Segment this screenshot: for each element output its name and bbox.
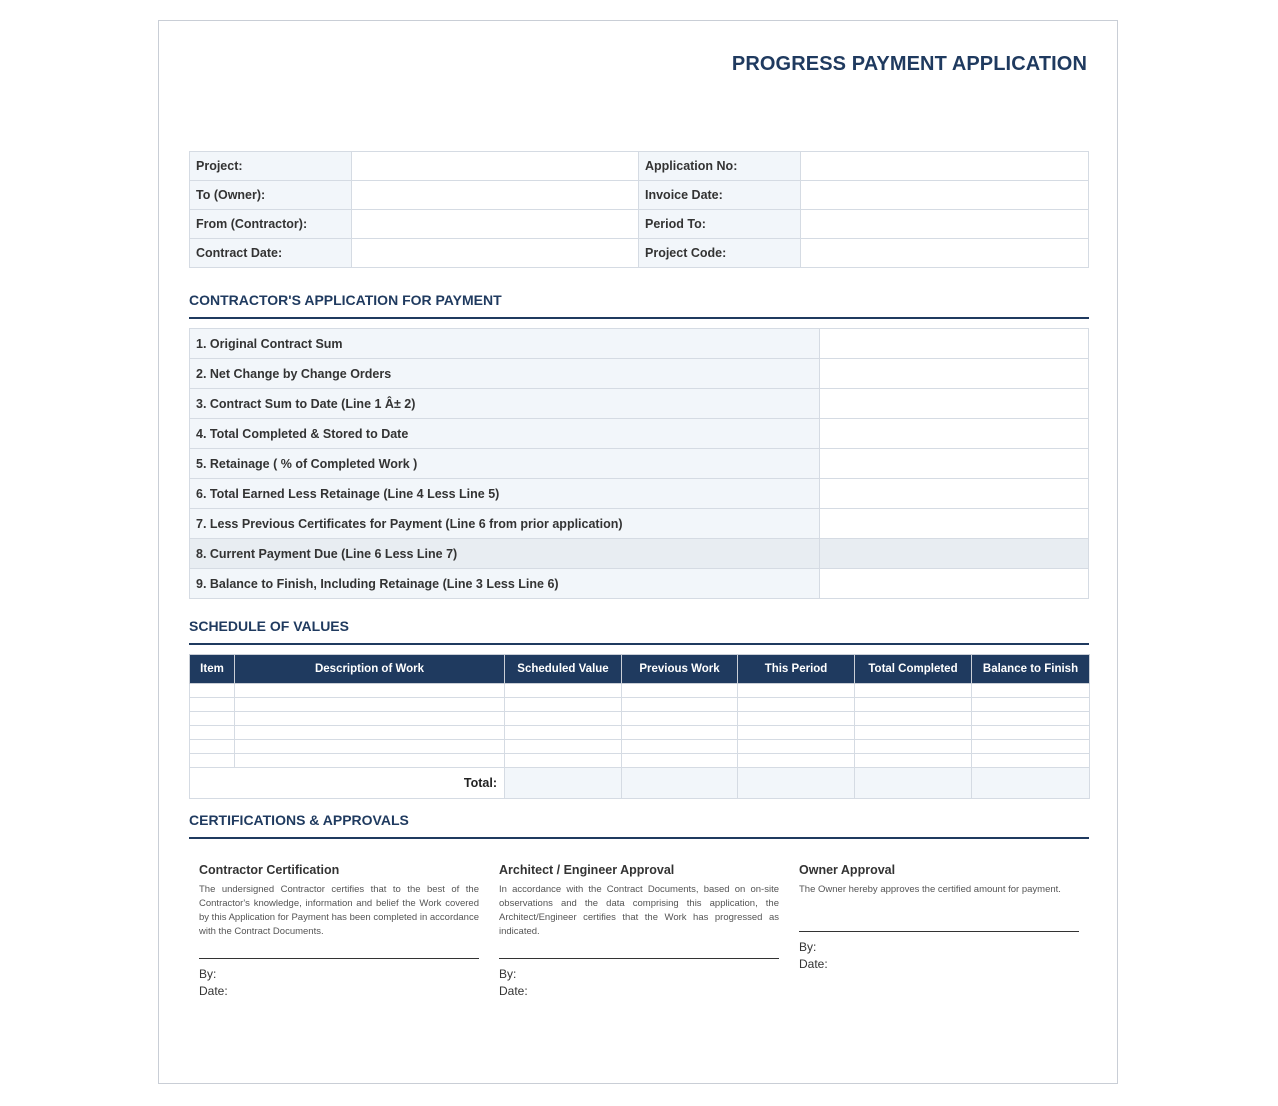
schedule-heading: SCHEDULE OF VALUES [189, 618, 1089, 645]
col-balance-to-finish: Balance to Finish [972, 655, 1090, 684]
cell[interactable] [505, 684, 622, 698]
owner-approval-text: The Owner hereby approves the certified amount for payment. [799, 884, 1061, 895]
owner-approval [799, 863, 1079, 973]
cell[interactable] [190, 712, 235, 726]
cell[interactable] [855, 684, 972, 698]
application-row [190, 449, 1089, 479]
architect-approval [499, 863, 779, 1000]
application-row [190, 479, 1089, 509]
application-no-field[interactable] [801, 152, 1089, 181]
cell[interactable] [622, 740, 738, 754]
col-total-completed: Total Completed [855, 655, 972, 684]
owner-field[interactable] [352, 181, 639, 210]
cell[interactable] [738, 726, 855, 740]
cell[interactable] [622, 712, 738, 726]
col-scheduled-value: Scheduled Value [505, 655, 622, 684]
document-page [158, 20, 1118, 1084]
line-5-field[interactable] [820, 449, 1089, 479]
info-row [190, 239, 1089, 268]
architect-approval-text: In accordance with the Contract Documents, based on on-site observations and the data comprising this application, the Architect/Engineer certifies that the Work has progressed as indicated. [499, 884, 779, 937]
cell[interactable] [190, 726, 235, 740]
table-row [190, 740, 1090, 754]
cell[interactable] [190, 684, 235, 698]
table-row [190, 712, 1090, 726]
cell[interactable] [972, 712, 1090, 726]
line-8-label: 8. Current Payment Due (Line 6 Less Line 7) [190, 539, 820, 569]
period-to-label: Period To: [639, 210, 801, 239]
cell[interactable] [190, 698, 235, 712]
application-row [190, 419, 1089, 449]
line-4-label: 4. Total Completed & Stored to Date [190, 419, 820, 449]
contractor-cert-title: Contractor Certification [199, 863, 340, 877]
contractor-field[interactable] [352, 210, 639, 239]
application-no-label: Application No: [639, 152, 801, 181]
invoice-date-field[interactable] [801, 181, 1089, 210]
project-code-label: Project Code: [639, 239, 801, 268]
info-row [190, 181, 1089, 210]
schedule-header-row [190, 655, 1090, 684]
cell[interactable] [505, 726, 622, 740]
info-row [190, 210, 1089, 239]
cell[interactable] [505, 698, 622, 712]
col-item: Item [190, 655, 235, 684]
application-row [190, 509, 1089, 539]
table-row [190, 698, 1090, 712]
by-label: By: [499, 967, 517, 981]
total-label: Total: [190, 768, 505, 799]
date-label: Date: [499, 984, 528, 998]
period-to-field[interactable] [801, 210, 1089, 239]
by-label: By: [799, 940, 817, 954]
application-row-current-due [190, 539, 1089, 569]
date-label: Date: [799, 957, 828, 971]
application-row [190, 389, 1089, 419]
total-previous-work-field[interactable] [622, 768, 738, 799]
line-6-field[interactable] [820, 479, 1089, 509]
cell[interactable] [622, 754, 738, 768]
col-description: Description of Work [235, 655, 505, 684]
table-row [190, 684, 1090, 698]
cell[interactable] [855, 726, 972, 740]
line-9-field[interactable] [820, 569, 1089, 599]
total-completed-field[interactable] [855, 768, 972, 799]
cell[interactable] [622, 726, 738, 740]
contractor-cert-text: The undersigned Contractor certifies that to the best of the Contractor's knowledge, information and belief the Work covered by this Application for Payment has been completed in accordance with the Contract Documents. [199, 884, 479, 937]
line-7-field[interactable] [820, 509, 1089, 539]
cell[interactable] [738, 698, 855, 712]
cell[interactable] [738, 684, 855, 698]
line-7-label: 7. Less Previous Certificates for Payment (Line 6 from prior application) [190, 509, 820, 539]
contractor-signature-line[interactable] [199, 958, 479, 1000]
cell[interactable] [505, 712, 622, 726]
cell[interactable] [738, 740, 855, 754]
application-row [190, 569, 1089, 599]
cell[interactable] [235, 712, 505, 726]
schedule-of-values-table [189, 654, 1090, 799]
architect-signature-line[interactable] [499, 958, 779, 1000]
cell[interactable] [505, 754, 622, 768]
contract-date-label: Contract Date: [190, 239, 352, 268]
cell[interactable] [235, 684, 505, 698]
cell[interactable] [738, 754, 855, 768]
date-label: Date: [199, 984, 228, 998]
application-heading: CONTRACTOR'S APPLICATION FOR PAYMENT [189, 292, 1089, 319]
owner-label: To (Owner): [190, 181, 352, 210]
total-balance-field[interactable] [972, 768, 1090, 799]
invoice-date-label: Invoice Date: [639, 181, 801, 210]
line-1-field[interactable] [820, 329, 1089, 359]
application-table [189, 328, 1089, 599]
cell[interactable] [622, 684, 738, 698]
cell[interactable] [972, 740, 1090, 754]
project-info-table [189, 151, 1089, 268]
total-this-period-field[interactable] [738, 768, 855, 799]
cell[interactable] [235, 740, 505, 754]
line-1-label: 1. Original Contract Sum [190, 329, 820, 359]
line-8-field[interactable] [820, 539, 1089, 569]
line-2-field[interactable] [820, 359, 1089, 389]
cell[interactable] [235, 698, 505, 712]
cell[interactable] [190, 754, 235, 768]
total-row [190, 768, 1090, 799]
cell[interactable] [855, 754, 972, 768]
table-row [190, 754, 1090, 768]
line-2-label: 2. Net Change by Change Orders [190, 359, 820, 389]
line-5-label: 5. Retainage ( % of Completed Work ) [190, 449, 820, 479]
line-4-field[interactable] [820, 419, 1089, 449]
line-6-label: 6. Total Earned Less Retainage (Line 4 Less Line 5) [190, 479, 820, 509]
certifications-heading: CERTIFICATIONS & APPROVALS [189, 812, 1089, 839]
cell[interactable] [855, 712, 972, 726]
cell[interactable] [972, 698, 1090, 712]
cell[interactable] [235, 726, 505, 740]
project-label: Project: [190, 152, 352, 181]
cell[interactable] [190, 740, 235, 754]
table-row [190, 726, 1090, 740]
owner-signature-line[interactable] [799, 931, 1079, 973]
project-code-field[interactable] [801, 239, 1089, 268]
line-3-field[interactable] [820, 389, 1089, 419]
cell[interactable] [505, 740, 622, 754]
page-title: PROGRESS PAYMENT APPLICATION [731, 53, 1087, 75]
col-this-period: This Period [738, 655, 855, 684]
by-label: By: [199, 967, 217, 981]
application-row [190, 329, 1089, 359]
cell[interactable] [972, 726, 1090, 740]
cell[interactable] [855, 740, 972, 754]
cell[interactable] [738, 712, 855, 726]
contractor-label: From (Contractor): [190, 210, 352, 239]
contract-date-field[interactable] [352, 239, 639, 268]
cell[interactable] [972, 684, 1090, 698]
contractor-certification [199, 863, 479, 1000]
application-row [190, 359, 1089, 389]
cell[interactable] [622, 698, 738, 712]
architect-approval-title: Architect / Engineer Approval [499, 863, 675, 877]
line-9-label: 9. Balance to Finish, Including Retainage (Line 3 Less Line 6) [190, 569, 820, 599]
cell[interactable] [235, 754, 505, 768]
project-field[interactable] [352, 152, 639, 181]
owner-approval-title: Owner Approval [799, 863, 896, 877]
cell[interactable] [972, 754, 1090, 768]
info-row [190, 152, 1089, 181]
total-scheduled-value-field[interactable] [505, 768, 622, 799]
line-3-label: 3. Contract Sum to Date (Line 1 Â± 2) [190, 389, 820, 419]
cell[interactable] [855, 698, 972, 712]
col-previous-work: Previous Work [622, 655, 738, 684]
